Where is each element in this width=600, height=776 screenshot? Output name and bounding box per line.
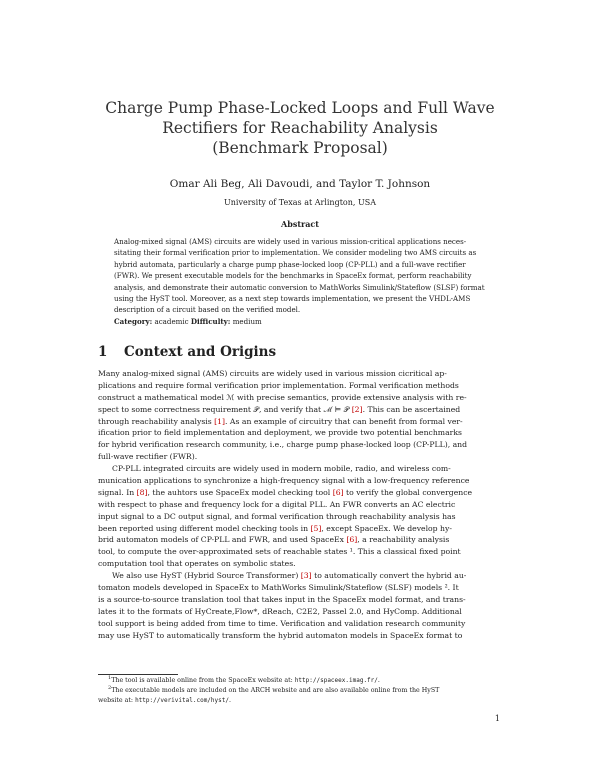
- abstract-line: (FWR). We present executable models for the benchmarks in SpaceEx format, perform reachability: [114, 271, 472, 281]
- body-line: with respect to phase and frequency lock for a digital PLL. An FWR converts an AC electric: [98, 499, 456, 509]
- body-line: spect to some correctness requirement 𝒫, and verify that ℳ ⊨ 𝒫 [2]. This can be ascertained: [98, 404, 461, 414]
- citation-link[interactable]: [1]: [214, 416, 226, 426]
- body-line: tool, to compute the over-approximated sets of reachable states ¹. This a classical fixed point: [98, 547, 461, 557]
- abstract-line: sitating their formal verification prior to implementation. We consider modeling two AMS circuits as: [114, 248, 477, 258]
- body-line: ification prior to field implementation and deployment, we provide two potential benchmarks: [98, 428, 462, 438]
- abstract-line: Analog-mixed signal (AMS) circuits are widely used in various mission-critical applications neces-: [114, 237, 467, 246]
- footnote-2-cont: [98, 696, 503, 706]
- body-line: may use HyST to automatically transform the hybrid automaton models in SpaceEx format to: [98, 630, 463, 640]
- citation-link[interactable]: [5]: [310, 523, 322, 533]
- abstract-line: description of a circuit based on the verified model.: [114, 305, 301, 315]
- abstract-heading: Abstract: [281, 219, 319, 229]
- footnotes: [98, 676, 503, 706]
- body-line: tomaton models developed in SpaceEx to MathWorks Simulink/Stateflow (SLSF) models ². It: [98, 583, 459, 593]
- section-title: Context and Origins: [124, 344, 277, 360]
- body-line: Many analog-mixed signal (AMS) circuits are widely used in various mission cicritical ap-: [98, 369, 447, 378]
- difficulty-value: medium: [232, 316, 262, 326]
- body-text: [98, 368, 503, 641]
- footnote-1-link[interactable]: http://spaceex.imag.fr/: [294, 677, 378, 684]
- footnote-2-link[interactable]: http://verivital.com/hyst/: [135, 697, 229, 704]
- authors: Omar Ali Beg, Ali Davoudi, and Taylor T. Johnson: [169, 178, 431, 190]
- body-line: computation tool that operates on symbolic states.: [98, 559, 296, 569]
- footnote-1-end: .: [377, 677, 380, 684]
- body-line: signal. In [8], the auhtors use SpaceEx model checking tool [6] to verify the global convergence: [98, 487, 473, 497]
- category-line: [114, 316, 504, 327]
- footnote-1-text: The tool is available online from the SpaceEx website at:: [111, 677, 295, 684]
- footnote-1: [98, 676, 503, 686]
- citation-link[interactable]: [6]: [332, 487, 344, 497]
- footnote-2-text-cont: website at:: [98, 697, 136, 704]
- footnote-1-mark: 1: [108, 674, 112, 681]
- body-line: munication applications to synchronize a high-frequency signal with a low-frequency reference: [98, 476, 470, 486]
- category-label: Category:: [114, 316, 153, 326]
- title-line-3: (Benchmark Proposal): [212, 139, 388, 157]
- title-line-1: Charge Pump Phase-Locked Loops and Full Wave: [105, 99, 495, 117]
- body-line: tool support is being added from time to time. Verification and validation research community: [98, 618, 466, 628]
- body-line: full-wave rectifier (FWR).: [98, 452, 198, 462]
- body-line: for hybrid verification research community, i.e., charge pump phase-locked loop (CP-PLL), and: [98, 440, 468, 450]
- body-line: brid automaton models of CP-PLL and FWR, and used SpaceEx [6], a reachability analysis: [98, 535, 450, 545]
- abstract-line: using the HyST tool. Moreover, as a next step towards implementation, we present the VHDL-AMS: [114, 293, 471, 303]
- abstract-body: [114, 236, 504, 327]
- citation-link[interactable]: [6]: [346, 535, 358, 545]
- section-number: 1: [98, 344, 108, 360]
- citation-link[interactable]: [3]: [300, 571, 312, 581]
- body-line: plications and require formal verification prior implementation. Formal verification methods: [98, 380, 459, 390]
- body-line: CP-PLL integrated circuits are widely used in modern mobile, radio, and wireless com-: [112, 464, 451, 474]
- footnote-2-mark: 2: [108, 684, 112, 691]
- footnote-2-end: .: [228, 697, 231, 704]
- page-number: 1: [494, 714, 500, 723]
- category-value: academic: [154, 316, 189, 326]
- section-heading: [98, 344, 276, 360]
- body-line: We also use HyST (Hybrid Source Transformer) [3] to automatically convert the hybrid au-: [112, 571, 467, 581]
- body-line: been reported using different model checking tools in [5], except SpaceEx. We develop hy-: [98, 523, 452, 533]
- footnote-2-text: The executable models are included on the ARCH website and are also available online from the HyST: [111, 687, 440, 694]
- abstract-line: analysis, and demonstrate their automatic conversion to MathWorks Simulink/Stateflow (SLSF) format: [114, 282, 485, 292]
- body-line: through reachability analysis [1]. As an example of circuitry that can benefit from formal ver-: [98, 416, 463, 426]
- paper-title: [80, 98, 520, 158]
- footnote-2: [98, 686, 503, 696]
- citation-link[interactable]: [8]: [136, 487, 148, 497]
- affiliation: University of Texas at Arlington, USA: [224, 198, 376, 207]
- body-line: lates it to the formats of HyCreate,Flow*, dReach, C2E2, Passel 2.0, and HyComp. Additional: [98, 606, 462, 616]
- abstract-line: hybrid automata, particularly a charge pump phase-locked loop (CP-PLL) and a full-wave rectifier: [114, 259, 466, 269]
- body-line: is a source-to-source translation tool that takes input in the SpaceEx model format, and trans-: [98, 594, 466, 604]
- body-line: construct a mathematical model ℳ with precise semantics, provide extensive analysis with re-: [98, 392, 467, 402]
- difficulty-label: Difficulty:: [190, 316, 231, 326]
- title-line-2: Rectifiers for Reachability Analysis: [162, 119, 438, 137]
- citation-link[interactable]: [2]: [351, 404, 363, 414]
- body-line: input signal to a DC output signal, and formal verification through reachability analysis has: [98, 511, 456, 521]
